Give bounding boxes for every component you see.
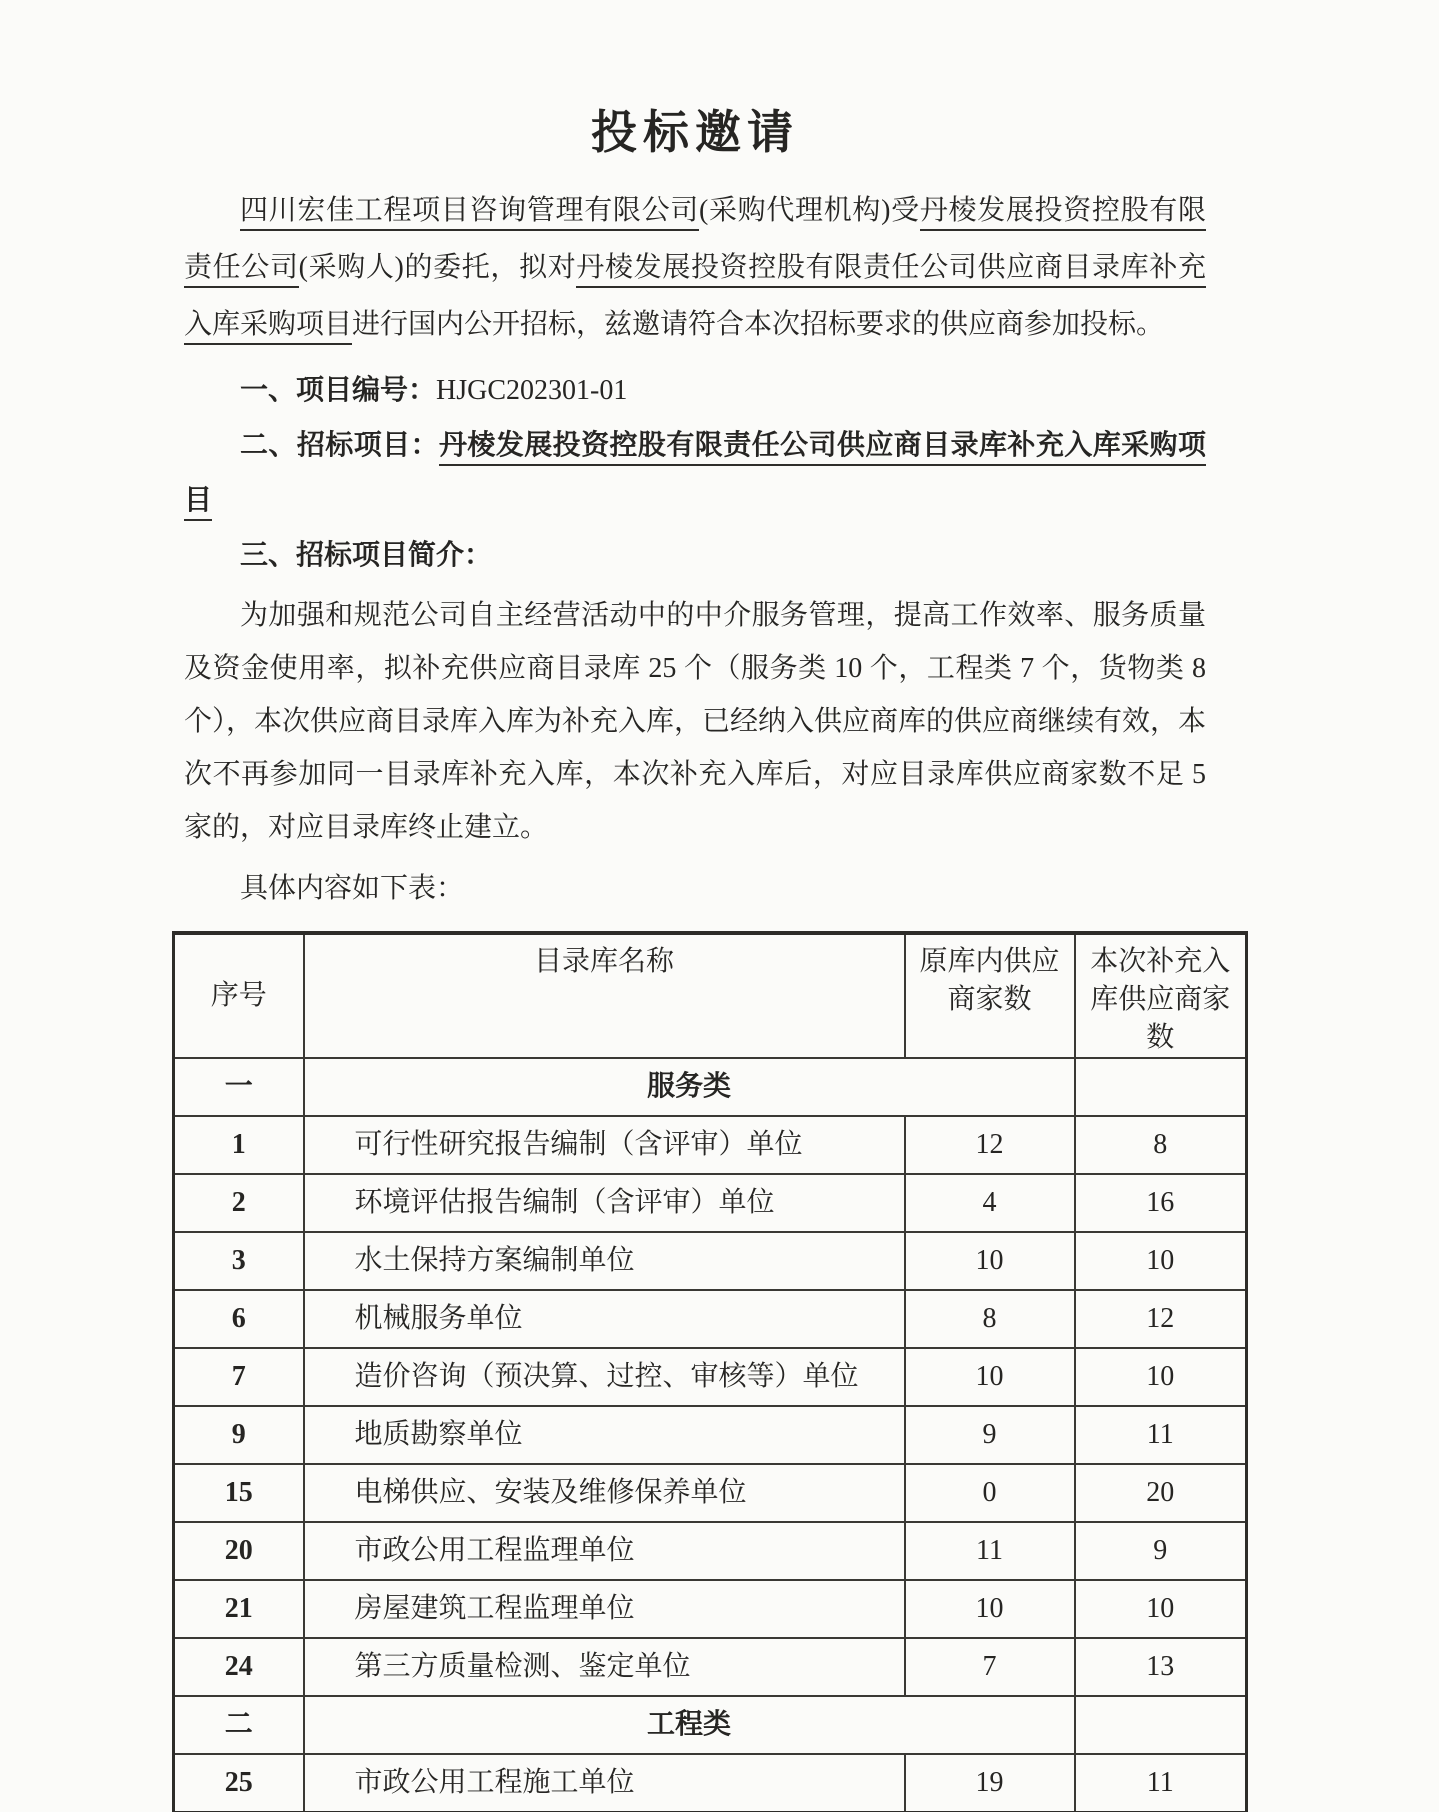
- cell-no: 25: [174, 1754, 304, 1812]
- item-project-brief: [184, 528, 1206, 583]
- cell-no: 9: [174, 1406, 304, 1464]
- cell-empty: [1075, 1058, 1247, 1116]
- cell-no: 20: [174, 1522, 304, 1580]
- intro-text-2: (采购人)的委托，拟对: [298, 252, 577, 283]
- cell-old-count: 11: [905, 1522, 1075, 1580]
- cell-name: 机械服务单位: [304, 1290, 905, 1348]
- cell-old-count: 10: [905, 1348, 1075, 1406]
- cell-old-count: 10: [905, 1232, 1075, 1290]
- table-header-row: [174, 933, 1247, 1058]
- cell-category-name: 服务类: [304, 1058, 1075, 1116]
- cell-old-count: 12: [905, 1116, 1075, 1174]
- project-name-inline: 丹棱发展投资控股有限责任公司供应商目录库补充入库采购项目: [184, 252, 1206, 345]
- table-row: [174, 1290, 1247, 1348]
- cell-new-count: 10: [1075, 1348, 1247, 1406]
- intro-text-1: (采购代理机构)受: [698, 195, 920, 226]
- cell-name: 造价咨询（预决算、过控、审核等）单位: [304, 1348, 905, 1406]
- category-row-engineering: [174, 1696, 1247, 1754]
- cell-name: 第三方质量检测、鉴定单位: [304, 1638, 905, 1696]
- col-header-no: 序号: [174, 933, 304, 1058]
- cell-new-count: 9: [1075, 1522, 1247, 1580]
- table-row: [174, 1464, 1247, 1522]
- table-row: [174, 1174, 1247, 1232]
- table-row: [174, 1406, 1247, 1464]
- cell-name: 可行性研究报告编制（含评审）单位: [304, 1116, 905, 1174]
- cell-new-count: 11: [1075, 1754, 1247, 1812]
- catalog-table: [172, 931, 1248, 1812]
- project-summary-paragraph: 为加强和规范公司自主经营活动中的中介服务管理，提高工作效率、服务质量及资金使用率，拟补充供应商目录库 25 个（服务类 10 个，工程类 7 个，货物类 8 个），本次供应商目录库入库为补充入库，已经纳入供应商库的供应商继续有效，本次不再参加同一目录库补充入库，本次补充入库后，对应目录库供应商家数不足 5 家的，对应目录库终止建立。: [184, 600, 1207, 843]
- project-brief-label: 三、招标项目简介：: [240, 540, 493, 571]
- cell-name: 水土保持方案编制单位: [304, 1232, 905, 1290]
- table-row: [174, 1232, 1247, 1290]
- item-project-number: [184, 363, 1206, 418]
- cell-old-count: 10: [905, 1580, 1075, 1638]
- cell-name: 市政公用工程施工单位: [304, 1754, 905, 1812]
- cell-no: 15: [174, 1464, 304, 1522]
- cell-no: 3: [174, 1232, 304, 1290]
- cell-new-count: 13: [1075, 1638, 1247, 1696]
- purchaser-name: 丹棱发展投资控股有限责任公司: [184, 195, 1206, 288]
- cell-name: 环境评估报告编制（含评审）单位: [304, 1174, 905, 1232]
- tender-project-label: 二、招标项目：: [240, 430, 439, 461]
- project-number-label: 一、项目编号：: [240, 375, 437, 406]
- cell-old-count: 7: [905, 1638, 1075, 1696]
- cell-old-count: 0: [905, 1464, 1075, 1522]
- cell-new-count: 20: [1075, 1464, 1247, 1522]
- table-row: [174, 1638, 1247, 1696]
- cell-new-count: 16: [1075, 1174, 1247, 1232]
- cell-no: 二: [174, 1696, 304, 1754]
- table-row: [174, 1580, 1247, 1638]
- cell-new-count: 10: [1075, 1580, 1247, 1638]
- cell-no: 一: [174, 1058, 304, 1116]
- cell-name: 市政公用工程监理单位: [304, 1522, 905, 1580]
- cell-name: 电梯供应、安装及维修保养单位: [304, 1464, 905, 1522]
- col-header-new-count: 本次补充入库供应商家数: [1075, 933, 1247, 1058]
- cell-no: 6: [174, 1290, 304, 1348]
- document-content: [184, 0, 1231, 1812]
- cell-no: 2: [174, 1174, 304, 1232]
- table-caption: 具体内容如下表：: [240, 873, 465, 904]
- page-title: 投标邀请: [591, 107, 799, 158]
- procurement-agency-name: 四川宏佳工程项目咨询管理有限公司: [240, 195, 699, 231]
- cell-new-count: 8: [1075, 1116, 1247, 1174]
- table-row: [174, 1348, 1247, 1406]
- tender-project-name: 丹棱发展投资控股有限责任公司供应商目录库补充入库采购项目: [184, 430, 1206, 521]
- cell-no: 24: [174, 1638, 304, 1696]
- col-header-old-count: 原库内供应商家数: [905, 933, 1075, 1058]
- cell-empty: [1075, 1696, 1247, 1754]
- cell-old-count: 4: [905, 1174, 1075, 1232]
- cell-no: 21: [174, 1580, 304, 1638]
- col-header-name: 目录库名称: [304, 933, 905, 1058]
- category-row-services: [174, 1058, 1247, 1116]
- cell-old-count: 19: [905, 1754, 1075, 1812]
- cell-no: 7: [174, 1348, 304, 1406]
- cell-new-count: 10: [1075, 1232, 1247, 1290]
- table-row: [174, 1754, 1247, 1812]
- cell-old-count: 9: [905, 1406, 1075, 1464]
- cell-new-count: 11: [1075, 1406, 1247, 1464]
- cell-category-name: 工程类: [304, 1696, 1075, 1754]
- table-row: [174, 1522, 1247, 1580]
- project-number-value: HJGC202301-01: [436, 375, 628, 406]
- cell-new-count: 12: [1075, 1290, 1247, 1348]
- cell-no: 1: [174, 1116, 304, 1174]
- cell-name: 房屋建筑工程监理单位: [304, 1580, 905, 1638]
- cell-name: 地质勘察单位: [304, 1406, 905, 1464]
- intro-paragraph: [184, 182, 1206, 353]
- intro-text-3: 进行国内公开招标，兹邀请符合本次招标要求的供应商参加投标。: [352, 309, 1165, 340]
- table-row: [174, 1116, 1247, 1174]
- item-tender-project: [184, 418, 1206, 528]
- cell-old-count: 8: [905, 1290, 1075, 1348]
